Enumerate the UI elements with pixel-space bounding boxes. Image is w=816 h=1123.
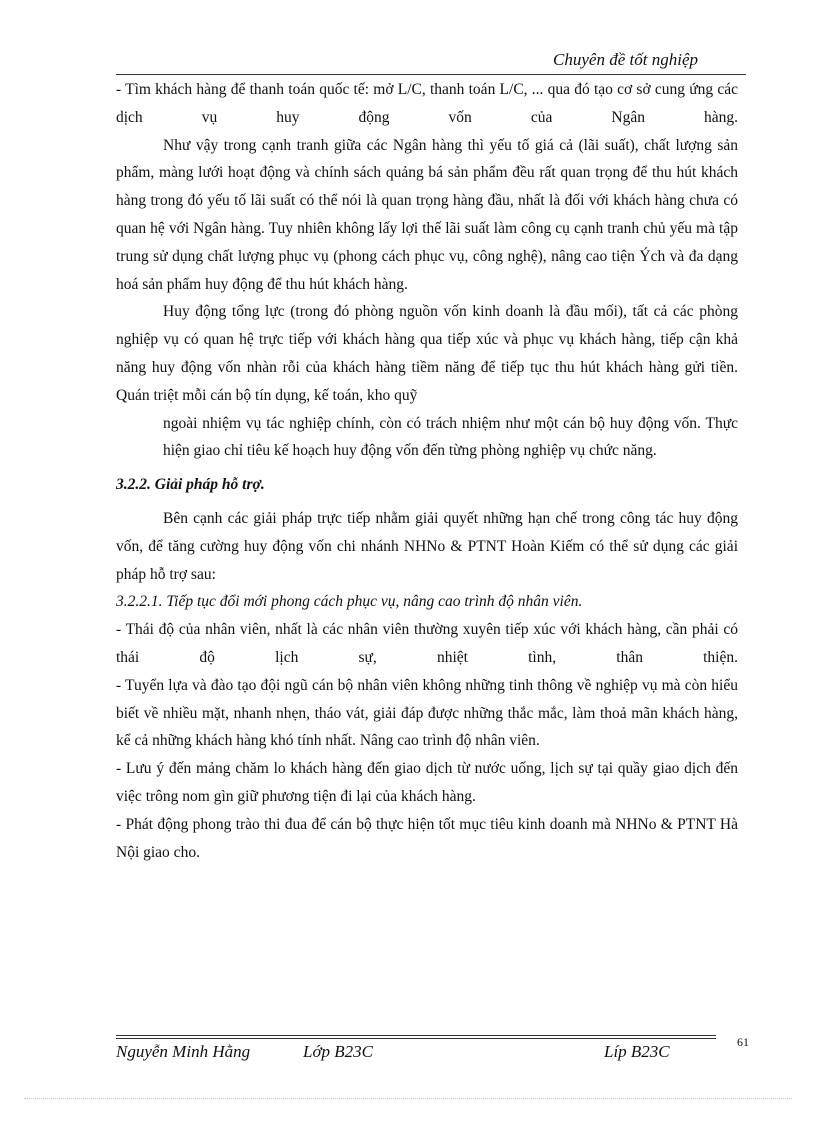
footer-author: Nguyễn Minh Hằng xyxy=(116,1042,251,1061)
paragraph-payment: - Tìm khách hàng để thanh toán quốc tế: mở L/C, thanh toán L/C, ... qua đó tạo cơ sở cung ứng các dịch vụ huy động vốn của Ngân hàng. xyxy=(116,81,738,126)
paragraph-competition: Như vậy trong cạnh tranh giữa các Ngân hàng thì yếu tố giá cả (lãi suất), chất lượng sản phẩm, màng lưới hoạt động và chính sách quảng bá sản phẩm đều rất quan trọng để thu hút khách hàng trong đó yếu tố lãi suất có thể nói là quan trọng hàng đầu, nhất là đối với khách hàng chưa có quan hệ với Ngân hàng. Tuy nhiên không lấy lợi thế lãi suất làm công cụ cạnh tranh chủ yếu mà tập trung sử dụng chất lượng phục vụ (phong cách phục vụ, công nghệ), nâng cao tiện Ých và đa dạng hoá sản phẩm huy động để thu hút khách hàng. xyxy=(116,136,738,293)
page-number: 61 xyxy=(737,1035,749,1049)
paragraph-support-intro: Bên cạnh các giải pháp trực tiếp nhằm giải quyết những hạn chế trong công tác huy động vốn, để tăng cường huy động vốn chi nhánh NHNo & PTNT Hoàn Kiếm có thể sử dụng các giải pháp hỗ trợ sau: xyxy=(116,509,738,583)
footer-rule-top xyxy=(116,1035,716,1036)
footer-class: Lớp B23C xyxy=(303,1042,374,1061)
page-header-title: Chuyên đề tốt nghiệp xyxy=(553,50,698,69)
footer-class-alt: Líp B23C xyxy=(604,1042,670,1061)
paragraph-duties: ngoài nhiệm vụ tác nghiệp chính, còn có trách nhiệm như một cán bộ huy động vốn. Thực hiện giao chỉ tiêu kế hoạch huy động vốn đến từng phòng nghiệp vụ chức năng. xyxy=(163,414,738,460)
page-body xyxy=(116,76,738,866)
page-edge-dotted-line xyxy=(24,1098,792,1099)
paragraph-mobilization: Huy động tổng lực (trong đó phòng nguồn vốn kinh doanh là đầu mối), tất cả các phòng nghiệp vụ có quan hệ trực tiếp với khách hàng qua tiếp xúc và phục vụ khách hàng, tiếp cận khả năng huy động vốn nhàn rỗi của khách hàng tiềm năng để tiếp tục thu hút khách hàng gửi tiền. Quán triệt mỗi cán bộ tín dụng, kế toán, kho quỹ xyxy=(116,303,738,404)
section-heading: 3.2.2. Giải pháp hỗ trợ. xyxy=(116,476,265,494)
header-rule xyxy=(116,74,746,75)
paragraph-customer-care: - Lưu ý đến mảng chăm lo khách hàng đến giao dịch từ nước uống, lịch sự tại quầy giao dịch đến việc trông nom gìn giữ phương tiện đi lại của khách hàng. xyxy=(116,760,738,805)
paragraph-attitude: - Thái độ của nhân viên, nhất là các nhân viên thường xuyên tiếp xúc với khách hàng, cần phải có thái độ lịch sự, nhiệt tình, thân thiện. xyxy=(116,621,738,666)
paragraph-training: - Tuyển lựa và đào tạo đội ngũ cán bộ nhân viên không những tinh thông về nghiệp vụ mà còn hiểu biết về nhiều mặt, nhanh nhẹn, tháo vát, giải đáp được những thắc mắc, làm thoả mãn khách hàng, kể cả những khách hàng khó tính nhất. Nâng cao trình độ nhân viên. xyxy=(116,676,738,750)
footer-rule-bottom xyxy=(116,1038,716,1039)
paragraph-emulation: - Phát động phong trào thi đua để cán bộ thực hiện tốt mục tiêu kinh doanh mà NHNo & PTNT Hà Nội giao cho. xyxy=(116,815,738,861)
subsection-heading: 3.2.2.1. Tiếp tục đổi mới phong cách phục vụ, nâng cao trình độ nhân viên. xyxy=(116,593,583,611)
